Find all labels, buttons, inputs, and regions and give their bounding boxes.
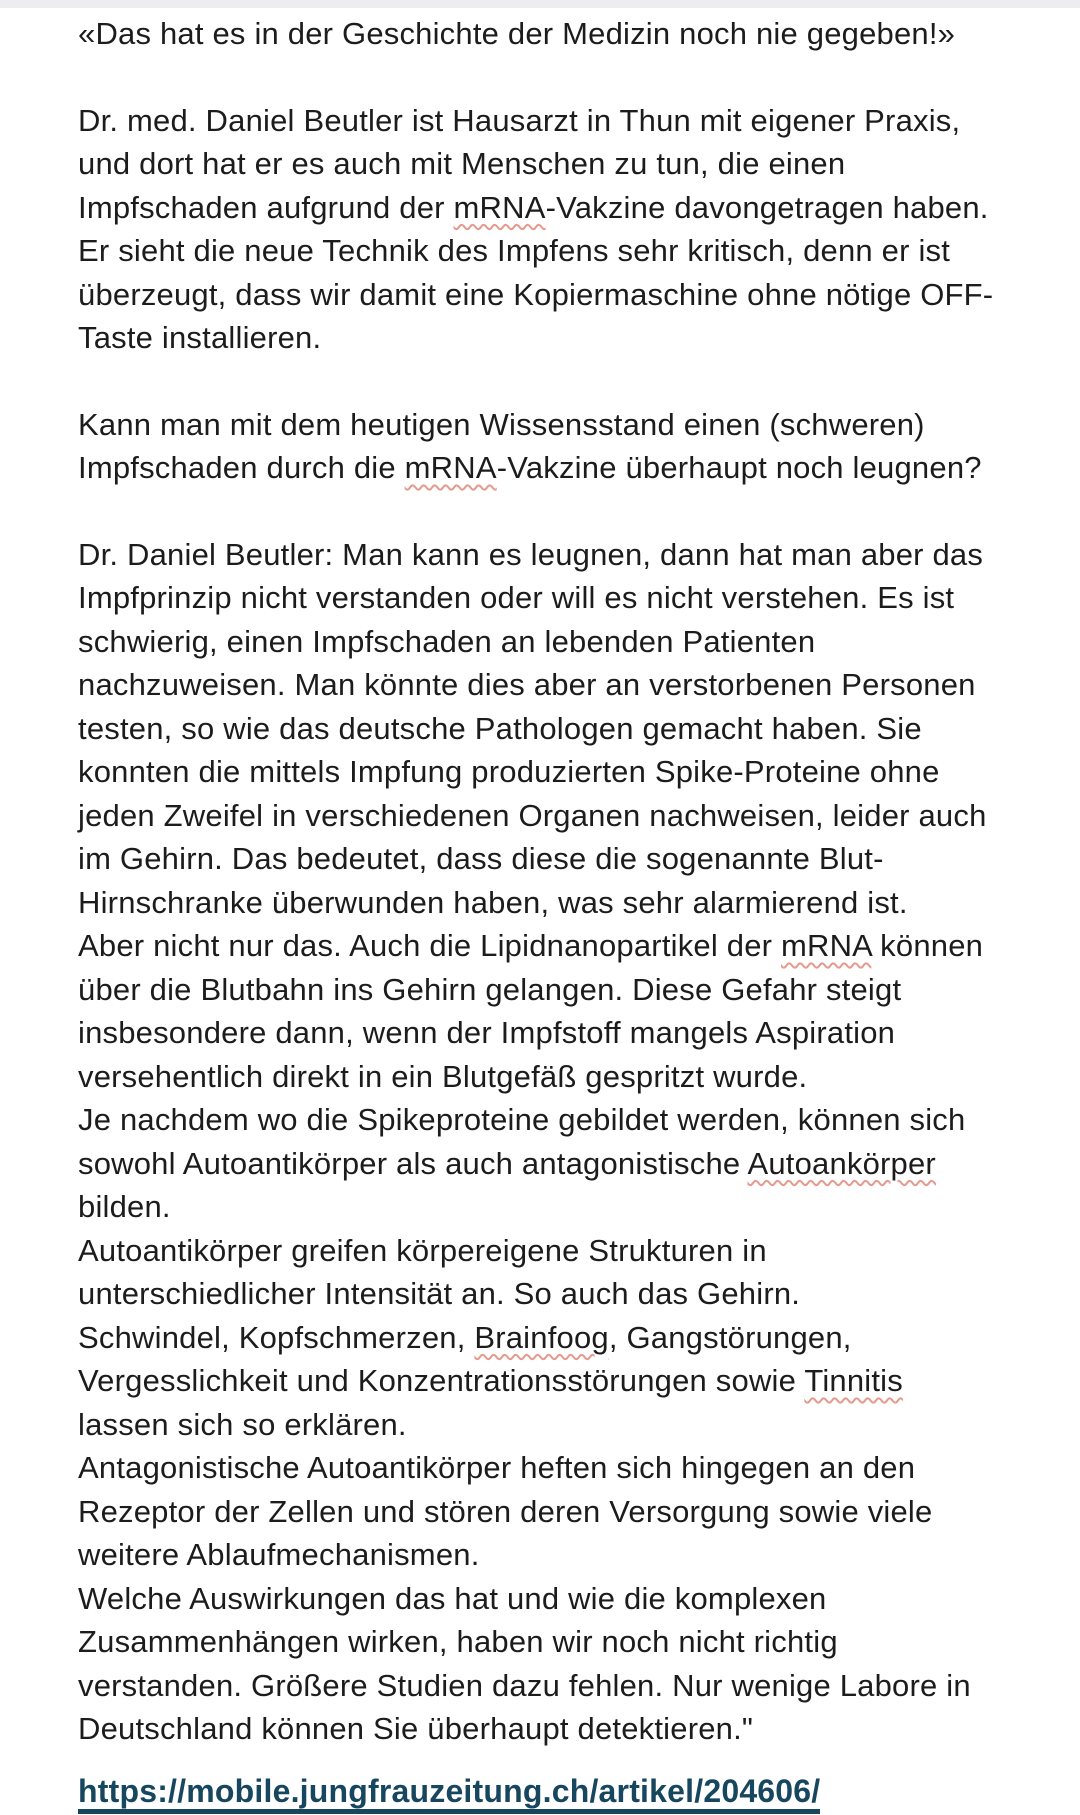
text-line <box>78 1316 1044 1360</box>
misspelled-word: mRNA <box>780 928 872 963</box>
document-page <box>0 8 1080 1814</box>
text-line: versehentlich direkt in ein Blutgefäß gespritzt wurde. <box>78 1058 808 1094</box>
article-link-text[interactable]: https://mobile.jungfrauzeitung.ch/artikel/204606/ <box>78 1774 820 1814</box>
text-line: über die Blutbahn ins Gehirn gelangen. Diese Gefahr steigt <box>78 971 902 1007</box>
text-segment: Vergesslichkeit und Konzentrationsstörungen sowie <box>78 1363 805 1398</box>
misspelled-word: mRNA <box>404 450 497 485</box>
text-line: schwierig, einen Impfschaden an lebenden Patienten <box>78 623 816 659</box>
text-line: und dort hat er es auch mit Menschen zu tun, die einen <box>78 146 846 181</box>
text-segment: -Vakzine überhaupt noch leugnen? <box>496 450 982 485</box>
paragraph-intro <box>78 99 1044 360</box>
text-line: testen, so wie das deutsche Pathologen gemacht haben. Sie <box>78 710 922 746</box>
text-line: Je nachdem wo die Spikeproteine gebildet werden, können sich <box>78 1102 966 1137</box>
text-line <box>78 1142 1044 1186</box>
misspelled-word: Autoankörper <box>747 1145 936 1181</box>
text-line: Er sieht die neue Technik des Impfens sehr kritisch, denn er ist <box>78 233 951 268</box>
text-line: lassen sich so erklären. <box>78 1406 407 1442</box>
text-segment: können <box>871 928 984 963</box>
paragraph-answer <box>78 533 1044 1751</box>
text-line: Hirnschranke überwunden haben, was sehr alarmierend ist. <box>78 884 908 920</box>
text-line: Welche Auswirkungen das hat und wie die komplexen <box>78 1580 827 1616</box>
document-body <box>78 99 1044 1751</box>
text-line: Kann man mit dem heutigen Wissensstand einen (schweren) <box>78 406 925 442</box>
text-line: unterschiedlicher Intensität an. So auch das Gehirn. <box>78 1276 801 1311</box>
text-line: Taste installieren. <box>78 320 322 355</box>
text-segment: -Vakzine davongetragen haben. <box>545 189 989 225</box>
text-line: im Gehirn. Das bedeutet, dass diese die sogenannte Blut- <box>78 841 884 876</box>
text-line <box>78 1359 1044 1403</box>
text-line: Antagonistische Autoantikörper heften sich hingegen an den <box>78 1450 916 1485</box>
text-line: Rezeptor der Zellen und stören deren Versorgung sowie viele <box>78 1493 933 1529</box>
article-link[interactable] <box>78 1774 1044 1814</box>
misspelled-word: Tinnitis <box>804 1363 903 1398</box>
misspelled-word: Brainfoog <box>474 1319 609 1355</box>
text-line <box>78 446 1044 490</box>
text-line: insbesondere dann, wenn der Impfstoff mangels Aspiration <box>78 1015 896 1050</box>
text-line: nachzuweisen. Man könnte dies aber an verstorbenen Personen <box>78 667 976 702</box>
text-line: weitere Ablaufmechanismen. <box>78 1537 480 1572</box>
text-line: Dr. med. Daniel Beutler ist Hausarzt in Thun mit eigener Praxis, <box>78 102 961 138</box>
text-line: jeden Zweifel in verschiedenen Organen nachweisen, leider auch <box>78 797 987 833</box>
text-line: Impfprinzip nicht verstanden oder will es nicht verstehen. Es ist <box>78 580 955 615</box>
text-segment: Impfschaden aufgrund der <box>78 189 454 225</box>
text-line: Zusammenhängen wirken, haben wir noch nicht richtig <box>78 1624 838 1659</box>
screenshot-top-edge-strip <box>0 0 1080 8</box>
text-line: verstanden. Größere Studien dazu fehlen. Nur wenige Labore in <box>78 1667 971 1703</box>
text-segment: sowohl Autoantikörper als auch antagonistische <box>78 1145 748 1181</box>
text-line <box>78 924 1044 968</box>
headline: «Das hat es in der Geschichte der Medizin noch nie gegeben!» <box>78 16 956 51</box>
text-line <box>78 186 1044 230</box>
text-segment: Schwindel, Kopfschmerzen, <box>78 1319 475 1355</box>
misspelled-word: mRNA <box>453 189 546 225</box>
paragraph-question <box>78 403 1044 490</box>
text-line: Dr. Daniel Beutler: Man kann es leugnen, dann hat man aber das <box>78 536 984 572</box>
text-line: überzeugt, dass wir damit eine Kopiermaschine ohne nötige OFF- <box>78 276 994 312</box>
text-segment: Impfschaden durch die <box>78 450 405 485</box>
text-segment: , Gangstörungen, <box>608 1319 852 1355</box>
text-segment: Aber nicht nur das. Auch die Lipidnanopartikel der <box>78 928 781 963</box>
text-line: konnten die mittels Impfung produzierten Spike-Proteine ohne <box>78 754 940 789</box>
text-line: Autoantikörper greifen körpereigene Strukturen in <box>78 1232 767 1268</box>
text-line: bilden. <box>78 1189 171 1224</box>
text-line: Deutschland können Sie überhaupt detektieren." <box>78 1711 754 1746</box>
